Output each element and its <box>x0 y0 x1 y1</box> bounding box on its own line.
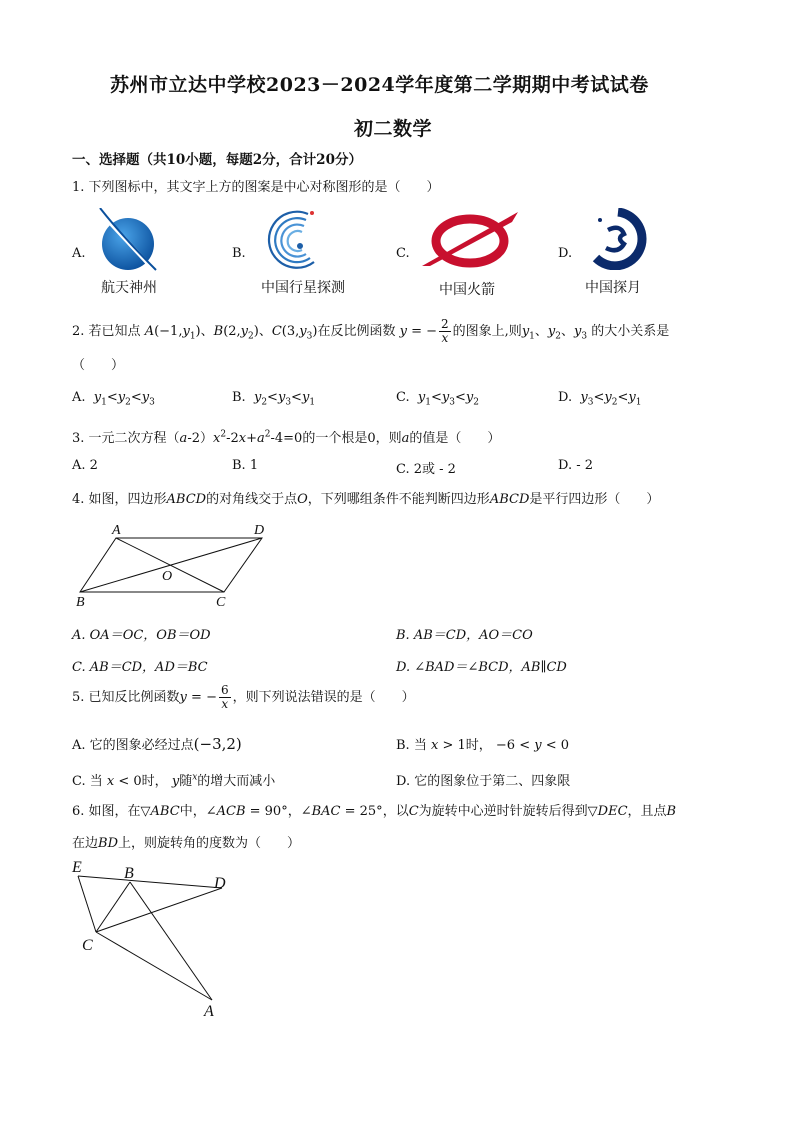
q3-option-c: C. 2或 - 2 <box>396 462 456 477</box>
q3-option-b: B. 1 <box>232 458 259 473</box>
q3-option-d: D. - 2 <box>558 458 594 473</box>
q2-fraction: $\frac{2}{x}$ <box>441 317 449 345</box>
question-4-stem: 4. 如图，四边形ABCD的对角线交于点O，下列哪组条件不能判断四边形ABCD是平行四边形（ ） <box>72 492 660 507</box>
q4-option-d: D. ∠BAD＝∠BCD，AB∥CD <box>396 660 567 675</box>
label-e: E <box>72 859 82 876</box>
q1-caption-c: 中国火箭 <box>439 282 495 298</box>
q4-option-a: A. OA＝OC，OB＝OD <box>72 628 211 643</box>
question-6-line1: 6. 如图，在▽ABC中，∠ACB = 90°，∠BAC = 25°，以C为旋转中心逆时针旋转后得到▽DEC，且点B <box>72 804 677 819</box>
q2-text-mid: 在反比例函数 <box>317 324 396 339</box>
q5-option-c: C. 当 x < 0时， y随$^x$的增大而减小 <box>72 772 276 789</box>
q3-option-a: A. 2 <box>72 458 98 473</box>
label-d6: D <box>214 875 226 892</box>
china-rocket-logo-icon <box>420 208 520 270</box>
q2-option-a: A. $y_1<y_2<y_3$ <box>72 390 155 408</box>
page-title: 苏州市立达中学校2023－2024学年度第二学期期中考试试卷 <box>110 74 649 96</box>
q4-option-c: C. AB＝CD，AD＝BC <box>72 660 208 675</box>
question-3-stem: 3. 一元二次方程$(a-2)x^2-2x+a^2-4=0$的一个根是0，则a的值是（ ） <box>72 429 501 446</box>
label-a: A <box>112 523 121 538</box>
q2-text-suffix: 的图象上,则 <box>452 324 522 339</box>
page-subtitle: 初二数学 <box>354 118 433 140</box>
q1-option-c-label: C. <box>396 246 410 261</box>
label-b6: B <box>124 865 134 882</box>
rotation-triangle-diagram <box>64 856 244 1021</box>
q4-option-b: B. AB＝CD，AO＝CO <box>396 628 533 643</box>
planetary-exploration-logo-icon <box>262 208 332 270</box>
question-6-line2: 在边BD上，则旋转角的度数为（ ） <box>72 836 301 851</box>
question-1-stem: 1. 下列图标中，其文字上方的图案是中心对称图形的是（ ） <box>72 180 440 195</box>
q1-option-d-label: D. <box>558 246 573 261</box>
label-c: C <box>216 595 226 610</box>
q2-option-b: B. $y_2<y_3<y_1$ <box>232 390 316 408</box>
question-5-stem: 5. 已知反比例函数y = − $\frac{6}{x}$ ，则下列说法错误的是（ ） <box>72 683 415 711</box>
q2-text-prefix: 2. 若已知点 <box>72 324 141 339</box>
q1-option-a-label: A. <box>72 246 86 261</box>
shenzhou-logo-icon <box>96 208 158 272</box>
section-heading: 一、选择题（共10小题，每题2分，合计20分） <box>72 152 362 168</box>
q1-caption-a: 航天神州 <box>101 280 157 296</box>
q5-option-d: D. 它的图象位于第二、四象限 <box>396 774 571 789</box>
lunar-exploration-logo-icon <box>588 208 648 270</box>
q1-caption-d: 中国探月 <box>585 280 641 296</box>
q2-text-suffix2: 的大小关系是 <box>591 324 670 339</box>
question-2-stem: 2. 若已知点 $A(-1,y_1)$、$B(2,y_2)$、$C(3,y_3)$在反比例函数 y = − $\frac{2}{x}$ 的图象上,则$y_1$、$y_2$、$y_3$ 的大小关系是 <box>72 317 670 345</box>
label-c6: C <box>82 937 93 954</box>
q2-paren: （ ） <box>72 358 125 373</box>
q2-option-d: D. $y_3<y_2<y_1$ <box>558 390 642 408</box>
q1-caption-b: 中国行星探测 <box>261 280 345 296</box>
label-a6: A <box>204 1003 214 1020</box>
q5-option-a: A. 它的图象必经过点(−3,2) <box>72 735 242 753</box>
label-b: B <box>76 595 85 610</box>
q1-option-b-label: B. <box>232 246 246 261</box>
q5-option-b: B. 当 x > 1时， −6 < y < 0 <box>396 738 570 753</box>
label-d: D <box>254 523 265 538</box>
q5-fraction: $\frac{6}{x}$ <box>220 683 229 711</box>
q2-option-c: C. $y_1<y_3<y_2$ <box>396 390 479 408</box>
label-o: O <box>162 569 173 584</box>
parallelogram-diagram <box>72 520 282 610</box>
